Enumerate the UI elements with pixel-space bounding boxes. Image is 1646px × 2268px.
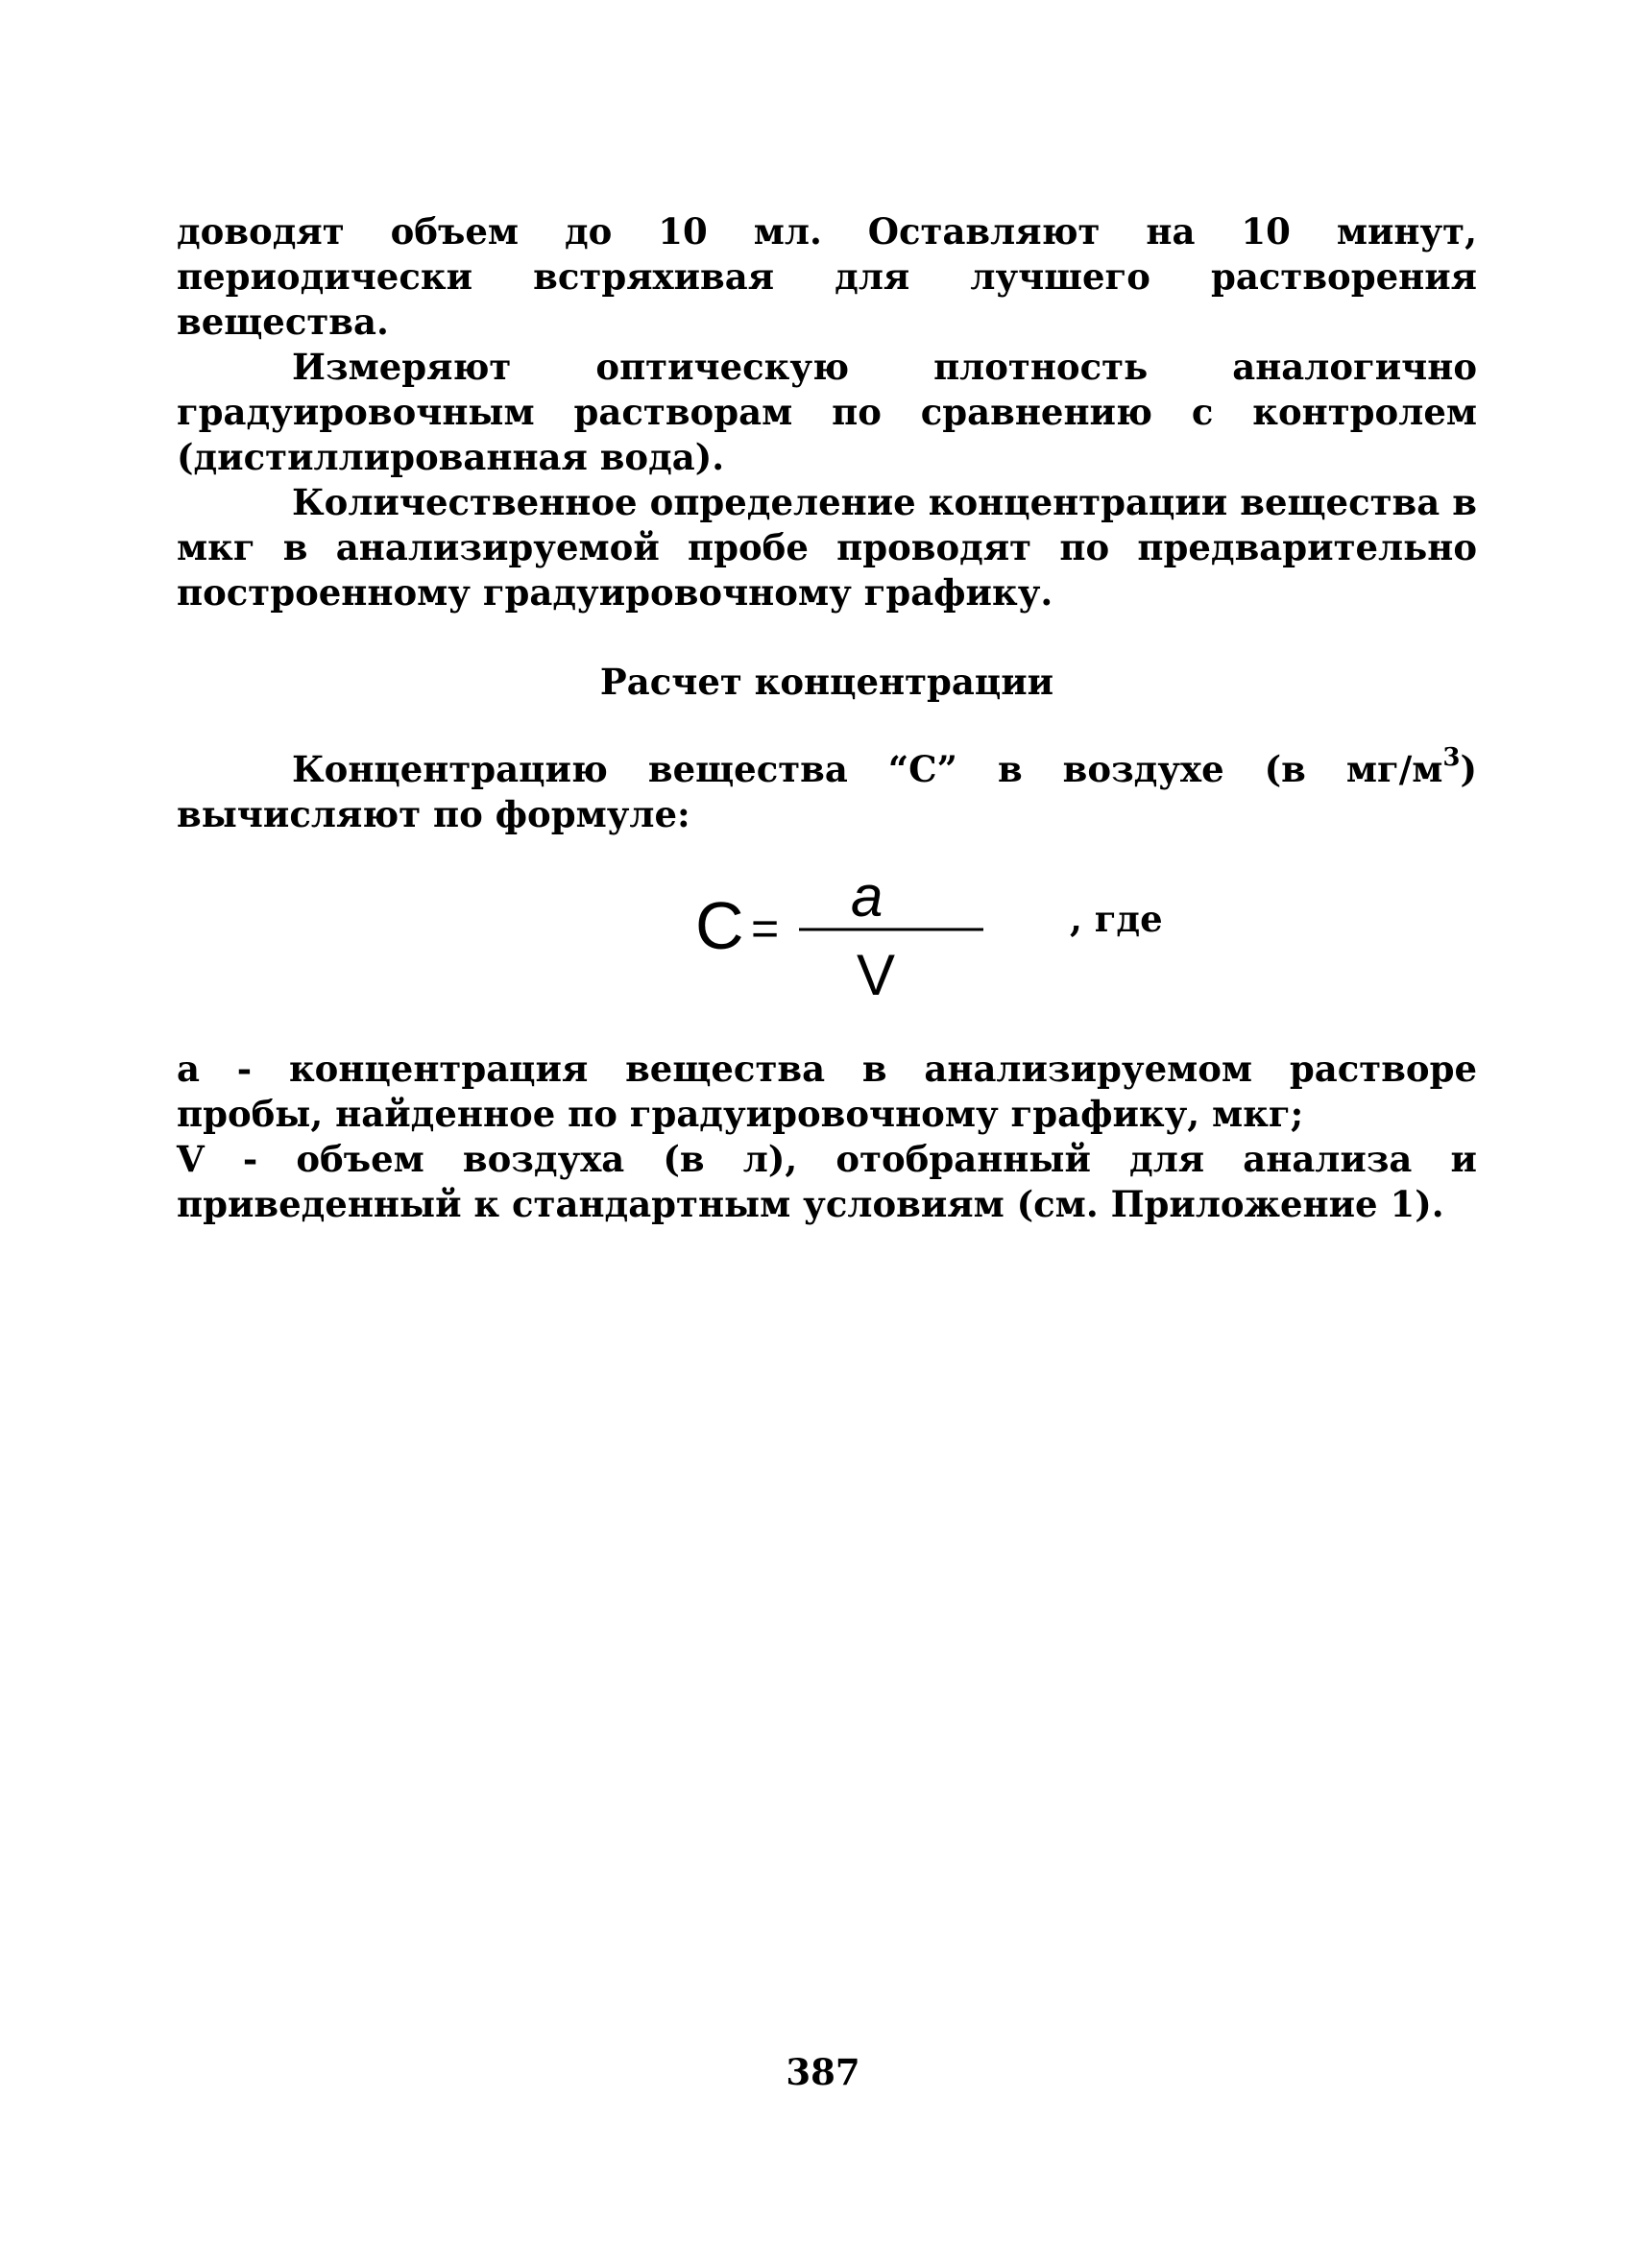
intro-text-end: ) вычисляют по формуле: [177, 748, 1477, 835]
intro-text-start: Концентрацию вещества “С” в воздухе (в мг/м [292, 748, 1443, 790]
formula-equals: = [751, 902, 780, 955]
paragraph-quantitative-determination: Количественное определение концентрации вещества в мкг в анализируемой пробе проводят по предварительно построенному градуировочному графику. [177, 481, 1477, 614]
concentration-formula [177, 860, 1477, 1004]
definition-V: V - объем воздуха (в л), отобранный для анализа и приведенный к стандартным условиям (см. Приложение 1). [177, 1138, 1477, 1225]
definition-a: а - концентрация вещества в анализируемом растворе пробы, найденное по градуировочному графику, мкг; [177, 1048, 1477, 1135]
unit-exponent: 3 [1442, 742, 1461, 772]
page-number: 387 [786, 2051, 860, 2093]
paragraph-optical-density: Измеряют оптическую плотность аналогично градуировочным растворам по сравнению с контролем (дистиллированная вода). [177, 346, 1477, 478]
variable-definitions [177, 1047, 1477, 1227]
formula-where-label: , где [1070, 898, 1163, 940]
formula-graphic [695, 860, 1003, 1004]
formula-denominator: V [857, 943, 896, 1004]
section-heading: Расчет концентрации [599, 661, 1054, 703]
formula-lhs: C [695, 888, 744, 963]
paragraph-formula-intro [177, 742, 1477, 837]
document-page [177, 209, 1477, 1227]
paragraph-dilution: доводят объем до 10 мл. Оставляют на 10 минут, периодически встряхивая для лучшего растворения вещества. [177, 210, 1477, 343]
formula-numerator: a [851, 864, 884, 929]
